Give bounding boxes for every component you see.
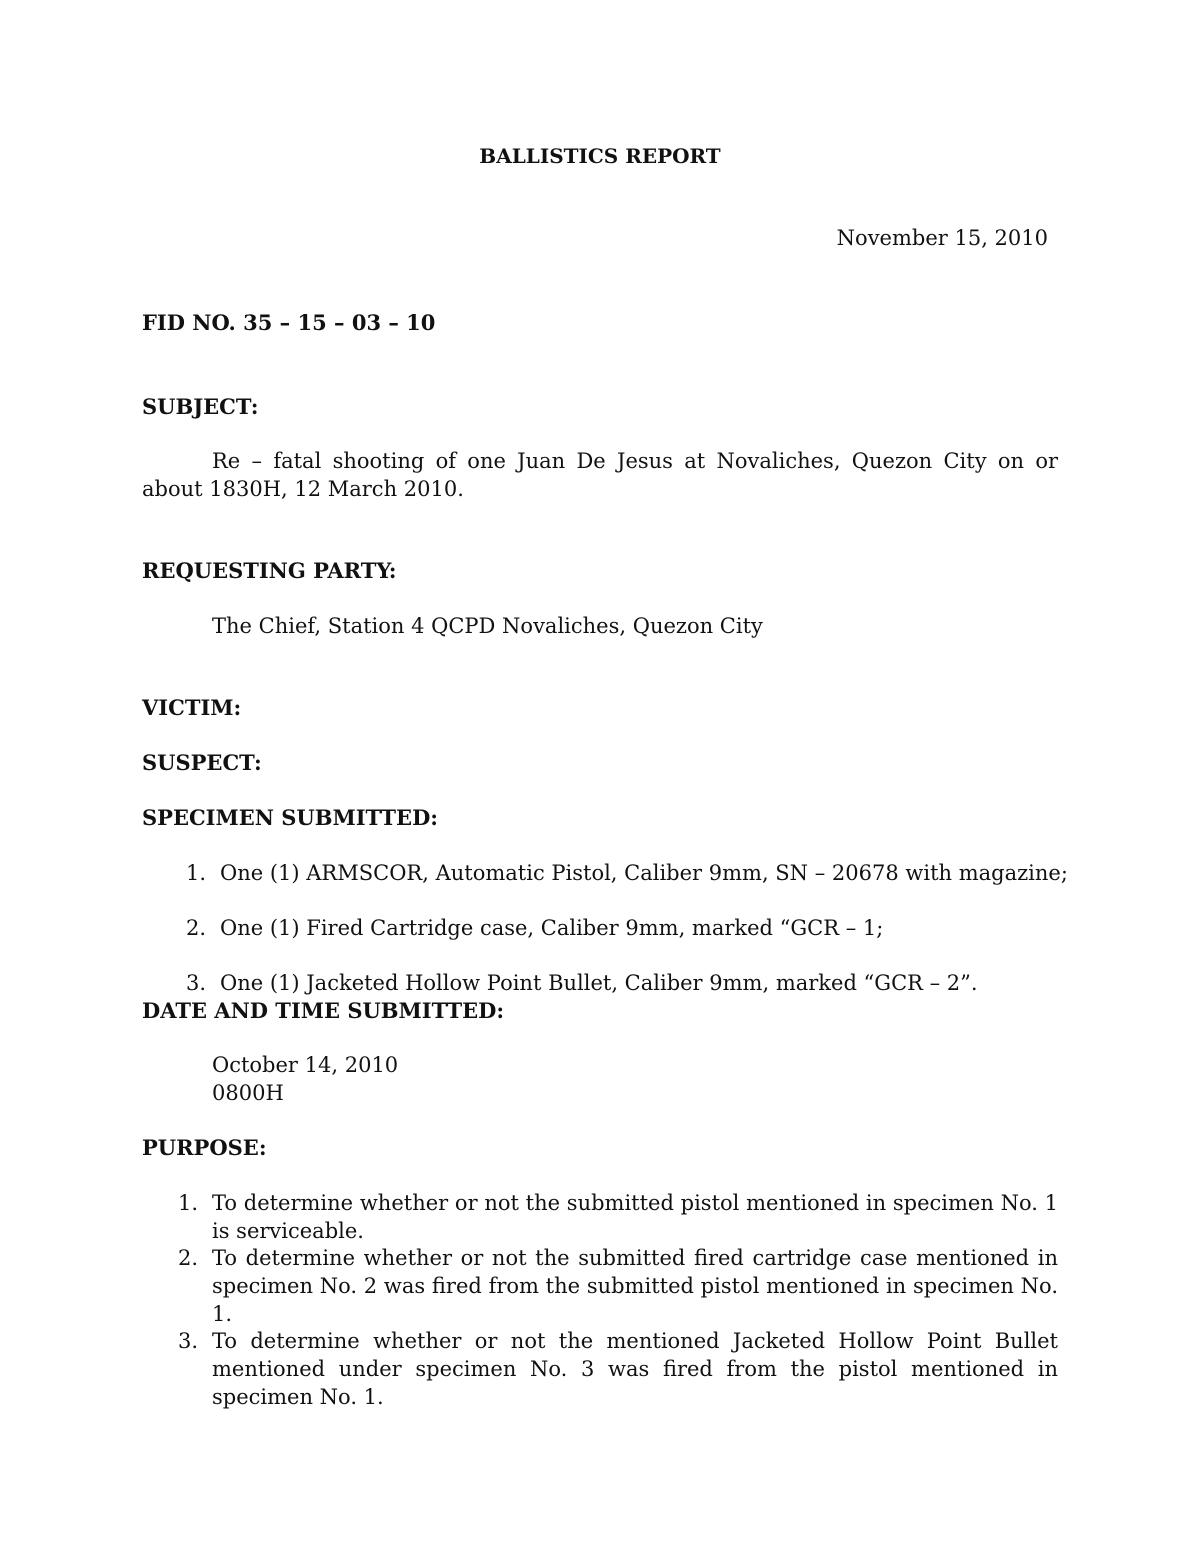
purpose-text: To determine whether or not the submitted fired cartridge case mentioned in specimen No. 2 was fired from the submitted pistol mentioned in specimen No. 1. bbox=[212, 1246, 1058, 1326]
victim-heading: VICTIM: bbox=[142, 695, 242, 720]
specimen-text: One (1) Jacketed Hollow Point Bullet, Caliber 9mm, marked “GCR – 2”. bbox=[220, 971, 978, 995]
purpose-number: 1. bbox=[178, 1191, 199, 1215]
specimen-heading: SPECIMEN SUBMITTED: bbox=[142, 805, 439, 830]
report-title: BALLISTICS REPORT bbox=[479, 144, 721, 168]
purpose-number: 2. bbox=[178, 1246, 199, 1270]
purpose-number: 3. bbox=[178, 1329, 199, 1353]
specimen-number: 2. bbox=[186, 916, 207, 940]
date-time-heading: DATE AND TIME SUBMITTED: bbox=[142, 998, 505, 1023]
specimen-text: One (1) Fired Cartridge case, Caliber 9mm, marked “GCR – 1; bbox=[220, 916, 884, 940]
fid-number: FID NO. 35 – 15 – 03 – 10 bbox=[142, 310, 436, 335]
specimen-number: 1. bbox=[186, 861, 207, 885]
report-date: November 15, 2010 bbox=[836, 226, 1048, 250]
purpose-text: To determine whether or not the submitted pistol mentioned in specimen No. 1 is serviceable. bbox=[212, 1191, 1058, 1243]
purpose-heading: PURPOSE: bbox=[142, 1135, 267, 1160]
requesting-party-text: The Chief, Station 4 QCPD Novaliches, Quezon City bbox=[212, 614, 763, 638]
requesting-party-heading: REQUESTING PARTY: bbox=[142, 558, 397, 583]
purpose-text: To determine whether or not the mentioned Jacketed Hollow Point Bullet mentioned under specimen No. 3 was fired from the pistol mentioned in specimen No. 1. bbox=[212, 1329, 1058, 1409]
subject-heading: SUBJECT: bbox=[142, 394, 259, 419]
specimen-text: One (1) ARMSCOR, Automatic Pistol, Caliber 9mm, SN – 20678 with magazine; bbox=[220, 861, 1068, 885]
submitted-time: 0800H bbox=[212, 1081, 284, 1105]
specimen-number: 3. bbox=[186, 971, 207, 995]
submitted-date: October 14, 2010 bbox=[212, 1053, 399, 1077]
suspect-heading: SUSPECT: bbox=[142, 750, 262, 775]
subject-text: Re – fatal shooting of one Juan De Jesus at Novaliches, Quezon City on or about 1830H, 12 March 2010. bbox=[142, 449, 1058, 501]
